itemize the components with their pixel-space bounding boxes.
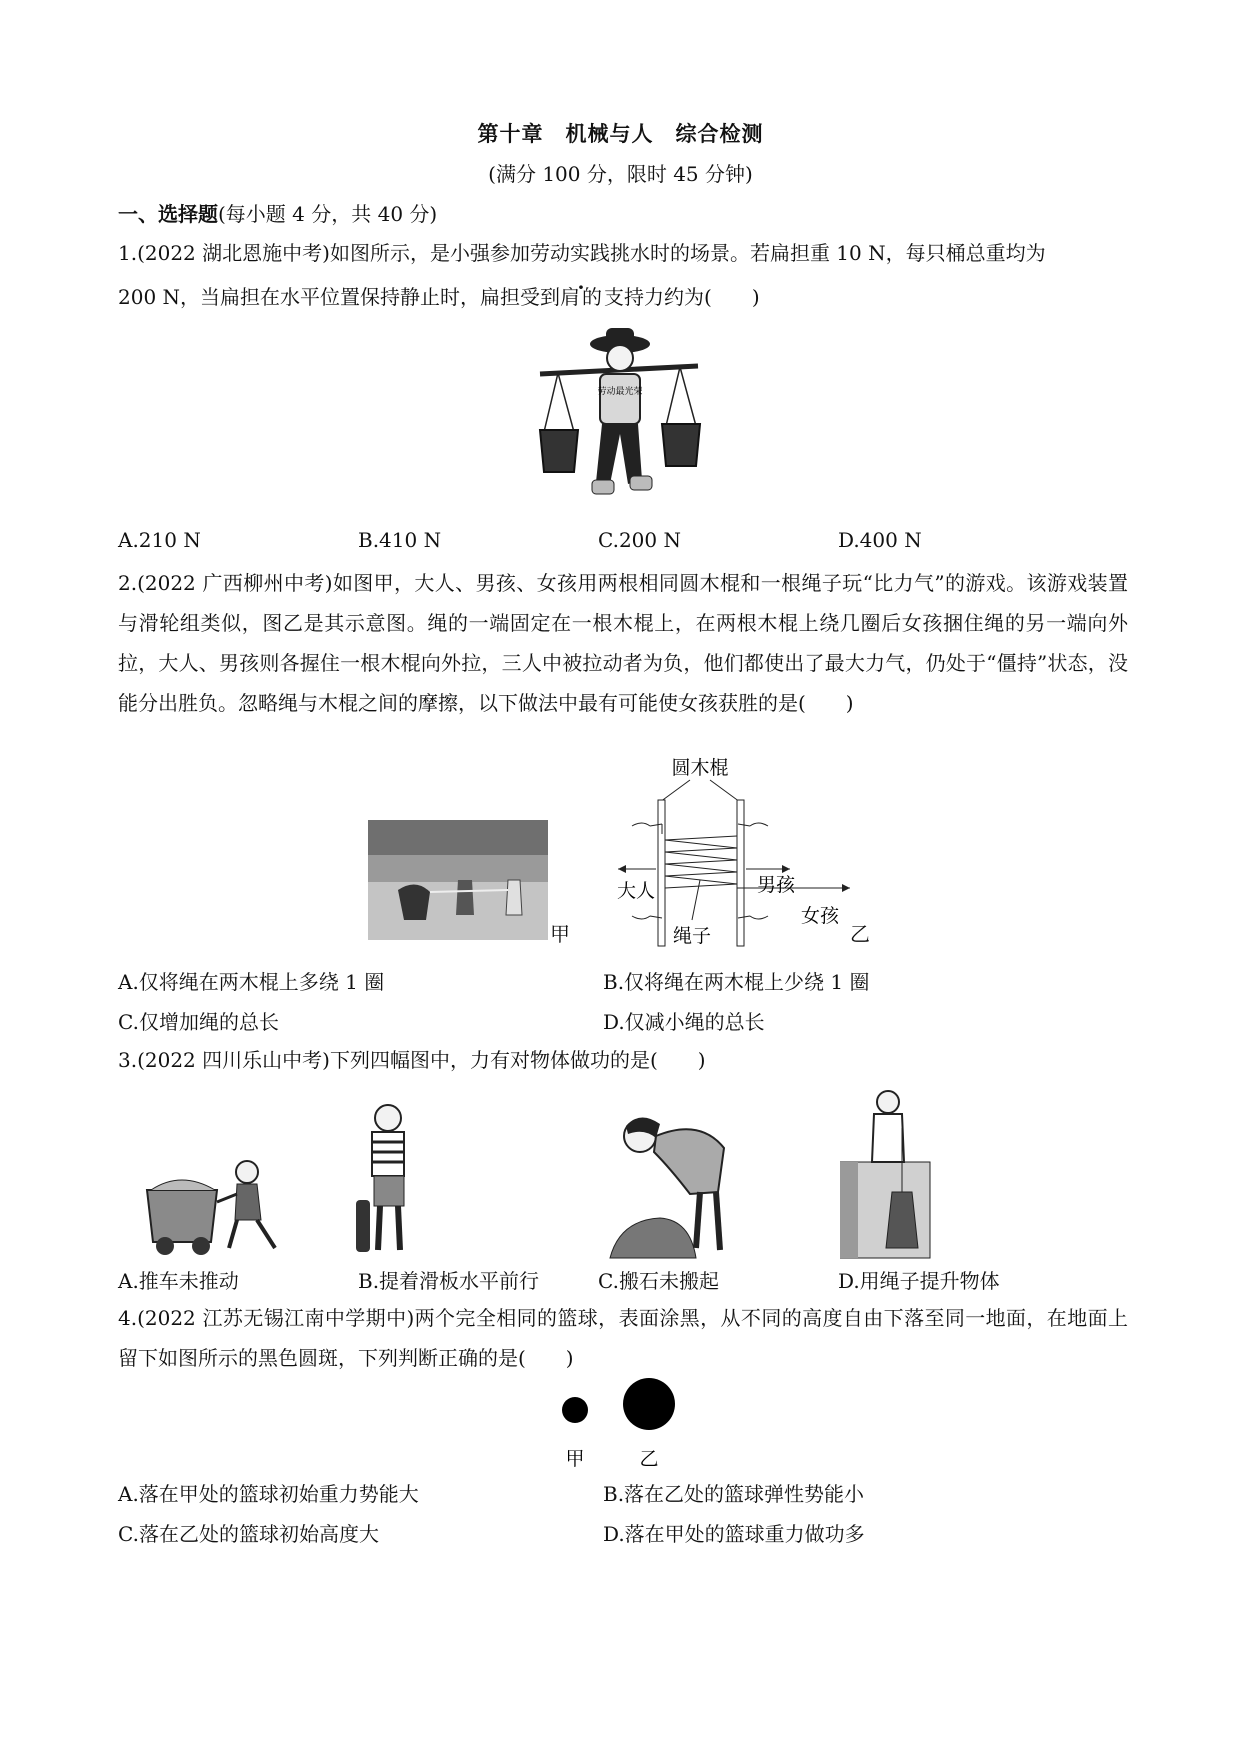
q3-option-a[interactable]: A.推车未推动 — [118, 1269, 239, 1293]
q1-option-d[interactable]: D.400 N — [838, 528, 922, 552]
q4-option-a[interactable]: A.落在甲处的篮球初始重力势能大 — [118, 1482, 419, 1506]
section-head: 一、选择题 — [118, 202, 218, 226]
question-4: 4.(2022 江苏无锡江南中学期中)两个完全相同的篮球，表面涂黑，从不同的高度自由下落至同一地面，在地面上留下如图所示的黑色圆斑，下列判断正确的是( ) — [118, 1306, 1128, 1370]
question-3: 3.(2022 四川乐山中考)下列四幅图中，力有对物体做功的是( ) — [118, 1048, 706, 1072]
page-title: 第十章 机械与人 综合检测 — [477, 121, 764, 146]
q1-figure — [530, 322, 710, 522]
q1-emphasis: 肩的 — [560, 285, 605, 309]
q2-option-c[interactable]: C.仅增加绳的总长 — [118, 1010, 279, 1034]
q1-line2 — [118, 277, 1128, 317]
section-note: (每小题 4 分，共 40 分) — [218, 202, 438, 226]
question-2: 2.(2022 广西柳州中考)如图甲，大人、男孩、女孩用两根相同圆木棍和一根绳子玩“比力气”的游戏。该游戏装置与滑轮组类似，图乙是其示意图。绳的一端固定在一根木棍上，在两根木棍上绕几圈后女孩捆住绳的另一端向外拉，大人、男孩则各握住一根木棍向外拉，三人中被拉动者为负，他们都使出了最大力气，仍处于“僵持”状态，没能分出胜负。忽略绳与木棍之间的摩擦，以下做法中最有可能使女孩获胜的是( ) — [118, 571, 1128, 715]
q1-line1: 1.(2022 湖北恩施中考)如图所示，是小强参加劳动实践挑水时的场景。若扁担重 10 N，每只桶总重均为 — [118, 241, 1046, 265]
q1-option-a[interactable]: A.210 N — [118, 528, 201, 552]
q3-option-b[interactable]: B.提着滑板水平前行 — [358, 1269, 540, 1293]
q2-diagram — [600, 752, 860, 950]
q1-option-c[interactable]: C.200 N — [598, 528, 681, 552]
spot-jia — [562, 1397, 588, 1423]
label-adult: 大人 — [616, 880, 656, 902]
q1-line2-b: 支持力约为( ) — [604, 285, 760, 309]
q4-option-c[interactable]: C.落在乙处的篮球初始高度大 — [118, 1522, 379, 1546]
q2-fig-jia: 甲 — [550, 922, 570, 946]
q3-figure-d — [840, 1088, 940, 1260]
q3-figure-b — [352, 1100, 422, 1260]
label-girl: 女孩 — [800, 905, 840, 927]
q2-option-a[interactable]: A.仅将绳在两木棍上多绕 1 圈 — [118, 970, 385, 994]
q2-photo — [368, 820, 548, 940]
q3-figure-a — [145, 1150, 295, 1260]
q2-option-d[interactable]: D.仅减小绳的总长 — [603, 1010, 765, 1034]
q3-option-c[interactable]: C.搬石未搬起 — [598, 1269, 719, 1293]
question-1 — [118, 233, 1128, 317]
q2-option-b[interactable]: B.仅将绳在两木棍上少绕 1 圈 — [603, 970, 870, 994]
label-stick: 圆木棍 — [671, 757, 729, 779]
q1-line2-a: 200 N，当扁担在水平位置保持静止时，扁担受到 — [118, 285, 561, 309]
label-boy: 男孩 — [756, 874, 796, 896]
q3-figure-c — [600, 1108, 740, 1260]
q1-option-b[interactable]: B.410 N — [358, 528, 442, 552]
q4-figure — [555, 1375, 685, 1470]
q2-fig-yi: 乙 — [850, 922, 870, 946]
page-subtitle: (满分 100 分，限时 45 分钟) — [488, 162, 753, 186]
q4-option-b[interactable]: B.落在乙处的篮球弹性势能小 — [603, 1482, 865, 1506]
shirt-text: 劳动最光荣 — [597, 387, 643, 397]
q4-option-d[interactable]: D.落在甲处的篮球重力做功多 — [603, 1522, 865, 1546]
label-jia: 甲 — [565, 1448, 585, 1470]
q3-option-d[interactable]: D.用绳子提升物体 — [838, 1269, 1000, 1293]
spot-yi — [623, 1378, 675, 1430]
label-rope: 绳子 — [672, 925, 712, 947]
label-yi: 乙 — [639, 1448, 659, 1470]
section-heading — [118, 198, 437, 227]
